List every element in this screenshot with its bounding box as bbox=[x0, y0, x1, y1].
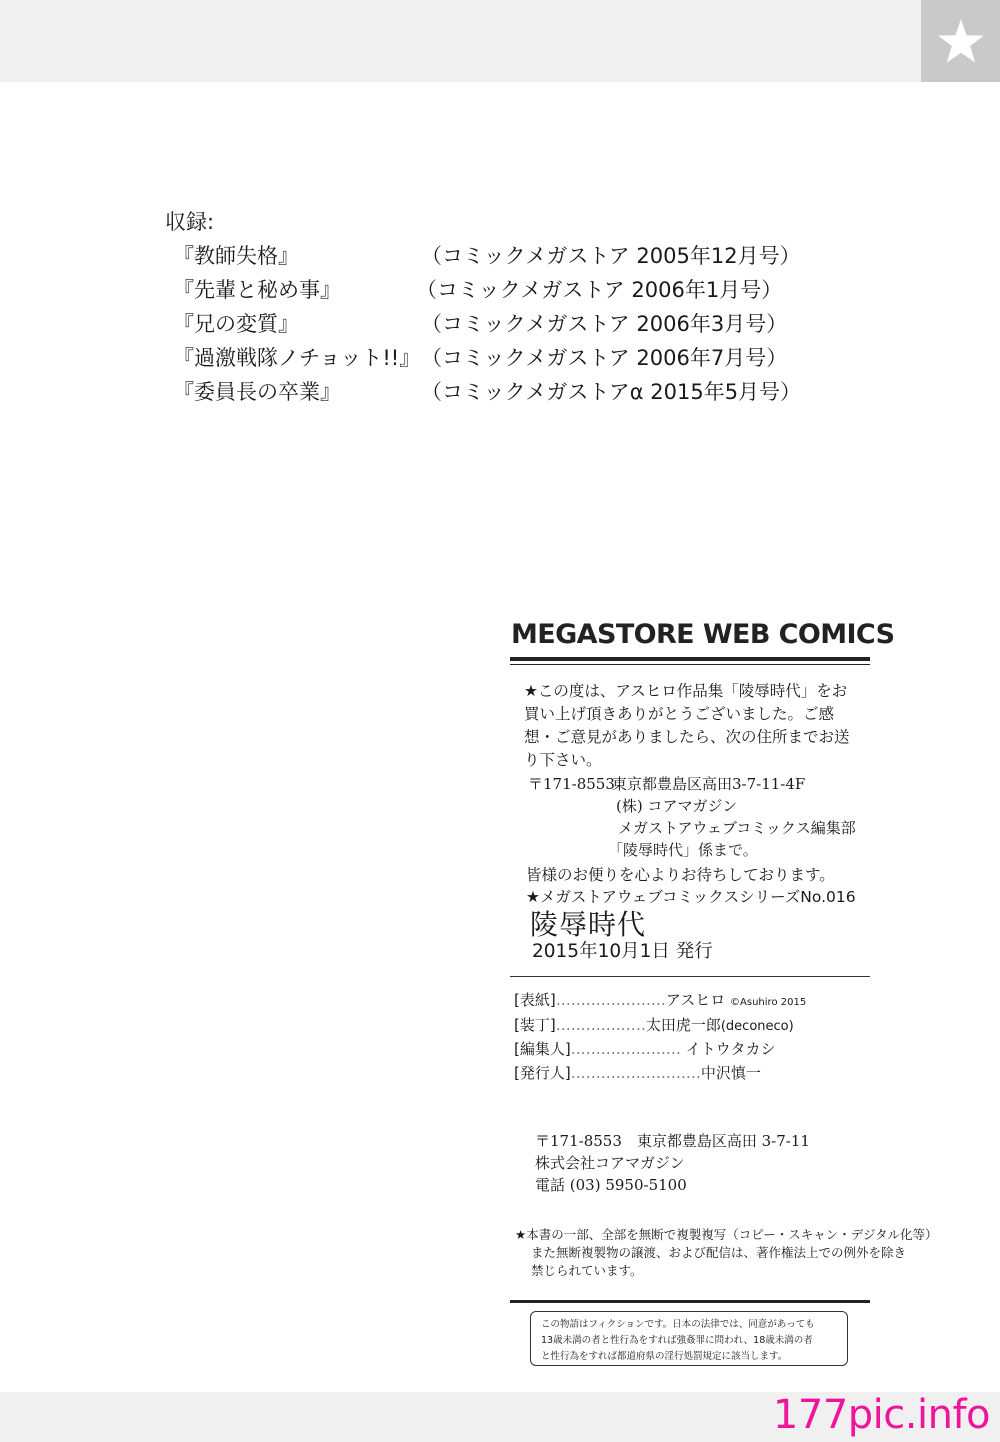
credit-role: [装丁] bbox=[514, 1016, 556, 1034]
story-source: （コミックメガストア 2005年12月号） bbox=[421, 244, 801, 268]
thanks-line: 想・ご意見がありましたら、次の住所までお送 bbox=[524, 728, 850, 746]
story-title: 『教師失格』 bbox=[173, 244, 299, 268]
contents-item bbox=[165, 307, 788, 341]
mail-postal-code: 〒171-8553 bbox=[528, 775, 615, 793]
top-band bbox=[0, 0, 1000, 82]
story-title: 『兄の変質』 bbox=[173, 312, 299, 336]
credit-row bbox=[514, 989, 806, 1010]
series-line: ★メガストアウェブコミックスシリーズNo.016 bbox=[526, 888, 856, 906]
credit-name: イトウタカシ bbox=[685, 1040, 776, 1058]
story-title: 『委員長の卒業』 bbox=[173, 380, 341, 404]
star-icon bbox=[937, 18, 985, 64]
story-title: 『先輩と秘め事』 bbox=[173, 278, 341, 302]
thanks-line: 買い上げ頂きありがとうございました。ご感 bbox=[524, 705, 835, 723]
credit-row bbox=[514, 1038, 776, 1059]
contents-list bbox=[165, 205, 802, 409]
contents-heading: 収録: bbox=[165, 210, 215, 234]
mail-attention: 「陵辱時代」係まで。 bbox=[608, 841, 758, 859]
thanks-line: り下さい。 bbox=[524, 751, 602, 769]
book-title: 陵辱時代 bbox=[530, 908, 647, 941]
publish-date: 2015年10月1日 発行 bbox=[532, 941, 713, 962]
divider bbox=[510, 1300, 870, 1303]
copyright-line: 禁じられています。 bbox=[531, 1263, 643, 1278]
credit-leader: ‥‥‥‥‥‥‥‥‥‥‥ bbox=[555, 991, 666, 1009]
await-line: 皆様のお便りを心よりお待ちしております。 bbox=[526, 866, 835, 884]
credit-note: ©Asuhiro 2015 bbox=[730, 997, 807, 1008]
notice-line: 13歳未満の者と性行為をすれば強姦罪に問われ、18歳未満の者 bbox=[541, 1335, 813, 1346]
contents-item bbox=[165, 375, 802, 409]
thanks-line: ★この度は、アスヒロ作品集「陵辱時代」をお bbox=[524, 682, 848, 700]
credit-name: アスヒロ bbox=[665, 991, 726, 1009]
brand-title: MEGASTORE WEB COMICS bbox=[511, 619, 895, 650]
watermark-link[interactable]: 177pic.info bbox=[772, 1392, 990, 1438]
publisher-phone: 電話 (03) 5950-5100 bbox=[535, 1176, 687, 1194]
credit-name: 中沢慎一 bbox=[700, 1064, 761, 1082]
mail-department: メガストアウェブコミックス編集部 bbox=[618, 819, 856, 837]
story-source: （コミックメガストア 2006年1月号） bbox=[416, 278, 783, 302]
credit-role: [表紙] bbox=[514, 991, 556, 1009]
credit-leader: ‥‥‥‥‥‥‥‥‥ bbox=[555, 1016, 646, 1034]
story-source: （コミックメガストア 2006年7月号） bbox=[421, 346, 788, 370]
publisher-address: 〒171-8553 東京都豊島区高田 3-7-11 bbox=[535, 1132, 810, 1150]
divider bbox=[510, 664, 870, 665]
copyright-line: ★本書の一部、全部を無断で複製複写（コピー・スキャン・デジタル化等） bbox=[515, 1227, 938, 1242]
credit-note: (deconeco) bbox=[720, 1019, 794, 1034]
credit-leader: ‥‥‥‥‥‥‥‥‥‥‥‥‥ bbox=[570, 1064, 701, 1082]
credit-leader: ‥‥‥‥‥‥‥‥‥‥‥ bbox=[570, 1040, 681, 1058]
copyright-line: また無断複製物の譲渡、および配信は、著作権法上での例外を除き bbox=[531, 1245, 907, 1260]
contents-item bbox=[165, 273, 783, 307]
contents-item bbox=[165, 341, 788, 375]
divider bbox=[510, 657, 870, 661]
publisher-company: 株式会社コアマガジン bbox=[535, 1154, 685, 1172]
corner-star-box bbox=[921, 0, 1000, 82]
story-source: （コミックメガストアα 2015年5月号） bbox=[421, 380, 802, 404]
mail-address: 東京都豊島区高田3-7-11-4F bbox=[612, 775, 806, 793]
credit-row bbox=[514, 1014, 794, 1035]
divider bbox=[510, 976, 870, 977]
credit-role: [発行人] bbox=[514, 1064, 571, 1082]
notice-line: と性行為をすれば都道府県の淫行処罰規定に該当します。 bbox=[541, 1351, 788, 1362]
contents-item bbox=[165, 239, 801, 273]
story-title: 『過激戦隊ノチョット!!』 bbox=[173, 346, 421, 370]
mail-company: (株) コアマガジン bbox=[616, 797, 738, 815]
notice-line: この物語はフィクションです。日本の法律では、同意があっても bbox=[541, 1319, 815, 1330]
fiction-notice bbox=[530, 1311, 848, 1366]
story-source: （コミックメガストア 2006年3月号） bbox=[421, 312, 788, 336]
credit-name: 太田虎一郎 bbox=[645, 1016, 721, 1034]
credit-row bbox=[514, 1062, 761, 1083]
credit-role: [編集人] bbox=[514, 1040, 571, 1058]
